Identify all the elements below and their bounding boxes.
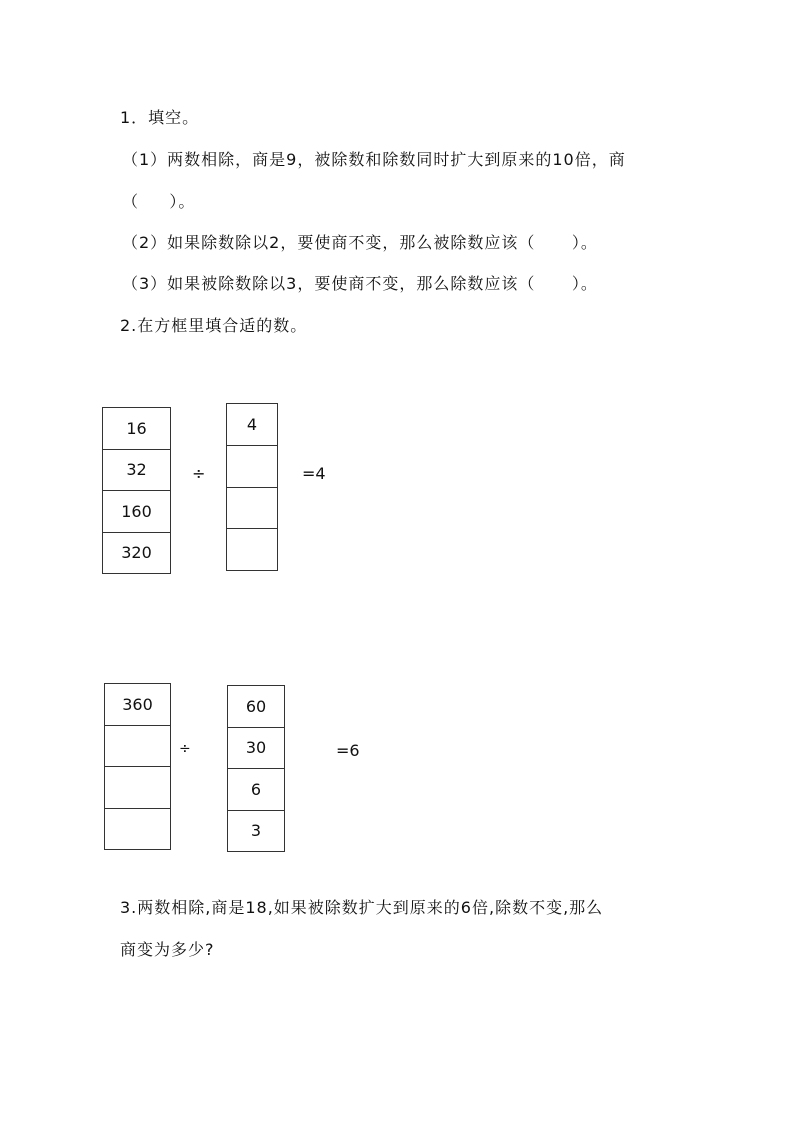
table2-left-cell-3[interactable] xyxy=(105,766,170,808)
table1-right-cell-4[interactable] xyxy=(227,528,277,570)
table1-right-cell-2[interactable] xyxy=(227,445,277,487)
table1-right-cell-3[interactable] xyxy=(227,487,277,529)
table2-result: =6 xyxy=(336,741,360,760)
q3-line1: 3.两数相除,商是18,如果被除数扩大到原来的6倍,除数不变,那么 xyxy=(120,898,604,917)
q3-line2: 商变为多少? xyxy=(120,940,215,959)
table1-divide-sign: ÷ xyxy=(192,464,206,483)
q1-item3: （3）如果被除数除以3，要使商不变，那么除数应该（ ）。 xyxy=(122,274,598,293)
table2-right-cell-3: 6 xyxy=(228,768,284,810)
table1-left-cell-2: 32 xyxy=(103,449,170,491)
q1-item1-line1: （1）两数相除，商是9，被除数和除数同时扩大到原来的10倍，商 xyxy=(122,150,626,169)
table2-divisor-column xyxy=(227,685,285,852)
table1-left-cell-1: 16 xyxy=(126,418,147,438)
table1-divisor-column xyxy=(226,403,278,571)
q1-title: 1．填空。 xyxy=(120,108,200,127)
table2-divide-sign: ÷ xyxy=(179,741,191,757)
table1-left-cell-4: 320 xyxy=(103,532,170,574)
table1-result: =4 xyxy=(302,464,326,483)
table2-dividend-column xyxy=(104,683,171,850)
table2-left-cell-2[interactable] xyxy=(105,725,170,767)
q1-item1-line2: （ ）。 xyxy=(122,192,196,211)
table2-right-cell-4: 3 xyxy=(228,810,284,852)
table2-right-cell-2: 30 xyxy=(228,727,284,769)
table2-left-cell-4[interactable] xyxy=(105,808,170,850)
table2-left-cell-1: 360 xyxy=(122,694,153,714)
q1-item2: （2）如果除数除以2，要使商不变，那么被除数应该（ ）。 xyxy=(122,233,598,252)
table2-right-cell-1: 60 xyxy=(245,696,267,716)
q2-title: 2.在方框里填合适的数。 xyxy=(120,316,308,335)
table1-right-cell-1: 4 xyxy=(246,414,258,434)
table1-dividend-column xyxy=(102,407,171,574)
table1-left-cell-3: 160 xyxy=(103,490,170,532)
